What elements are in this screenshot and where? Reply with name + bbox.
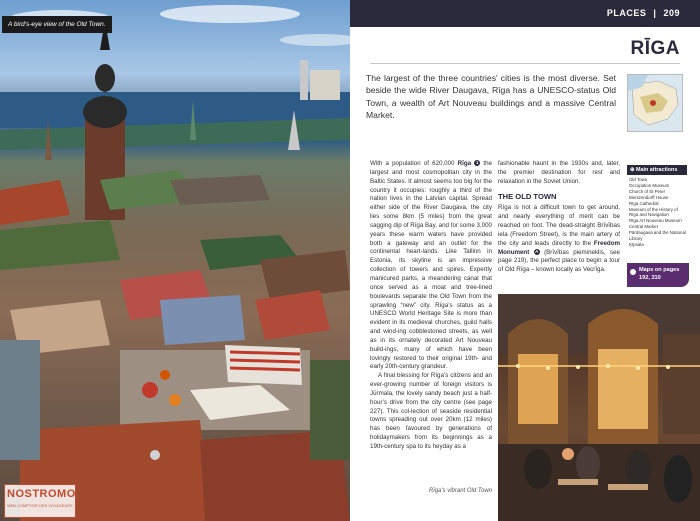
attractions-title: Main attractions bbox=[636, 167, 678, 173]
body-paragraph-1 bbox=[370, 160, 492, 372]
body-column-left bbox=[370, 160, 492, 452]
old-town-cafe-photo bbox=[498, 294, 700, 521]
attraction-item: Pārdaugava and the National Library bbox=[629, 230, 686, 242]
running-header bbox=[350, 0, 700, 27]
maps-pages: 192, 210 bbox=[639, 275, 661, 281]
p4-text-end: (Brīvības piemineklis, see page 219), the perfect place to begin a tour of Old Rīga – known locally as Vecrīga. bbox=[498, 248, 620, 274]
p4-text-start: Rīga is not a difficult town to get around, and nearly everything of merit can be reached on foot. The dead-straight Brīvības iela (Freedom Street), is the main artery of the city and leads directly to the bbox=[498, 204, 620, 247]
photo-caption: A bird's-eye view of the Old Town. bbox=[2, 16, 112, 33]
attraction-item: Church of St Peter bbox=[629, 188, 666, 194]
header-section: PLACES bbox=[606, 8, 647, 18]
body-column-right bbox=[498, 160, 620, 275]
attraction-item: Ķīpsala bbox=[629, 241, 644, 247]
maps-on-pages-tab bbox=[627, 263, 689, 287]
map-marker-a: A bbox=[535, 248, 539, 254]
place-freedom-monument: Freedom Monument bbox=[498, 239, 620, 256]
attraction-item: Mentzendorff House bbox=[629, 194, 669, 200]
map-marker-1: 1 bbox=[475, 160, 479, 166]
main-attractions-box bbox=[627, 165, 687, 248]
maps-label: Maps on pages bbox=[639, 267, 680, 273]
cafe-photo-caption: Rīga's vibrant Old Town bbox=[429, 488, 492, 494]
attraction-item: Rīga Art Nouveau Museum bbox=[629, 218, 682, 224]
p1-text-end: the largest and most cosmopolitan city in the Baltic States. It almost seems too big for the country it occupies: roughly a third of the nation lives in the Latvian capital. Spread either side of the River Daugava, the city lies some 8km (5 miles) from the great sagging dip of Rīga Bay, and for some 3,000 years these warm waters have provided both a gateway and an outlet for the continental heart-lands. Like Tallinn in Estonia, its skyline is an impressive collection of towers and spires. Expertly manicured parks, a meandering canal that once served as a moat and tree-lined boulevards separate the Old Town from the sprawling “new” city. Rīga’s status as a UNESCO World Heritage Site is more than evident in its medieval churches, guild halls and wind-ing cobblestoned streets, as well as in its ornately decorated Art Nouveau build-ings, many of which have been lovingly restored to their original 19th- and early 20th-century grandeur. bbox=[370, 160, 492, 371]
title-divider bbox=[370, 63, 680, 64]
p1-text-start: With a population of 620,000 bbox=[370, 160, 458, 167]
nostromo-logo bbox=[4, 484, 76, 518]
attractions-heading bbox=[627, 165, 687, 175]
body-paragraph-4 bbox=[498, 204, 620, 275]
body-paragraph-3: fashionable haunt in the 1930s and, later, the premier destination for rest and relaxation in the Soviet Union. bbox=[498, 160, 620, 185]
intro-paragraph: The largest of the three countries' cities is the most diverse. Set beside the wide River Daugava, Rīga has a UNESCO-status Old Town, a wealth of Art Nouveau buildings and a massive Central Market. bbox=[366, 73, 616, 121]
attraction-item: Rīga Cathedral bbox=[629, 200, 659, 206]
attractions-list bbox=[627, 175, 687, 248]
page-number: 209 bbox=[663, 8, 680, 18]
logo-name: NOSTROMO bbox=[7, 488, 76, 500]
section-heading-old-town: THE OLD TOWN bbox=[498, 191, 557, 201]
place-riga: Rīga bbox=[457, 160, 472, 167]
header-separator: | bbox=[653, 8, 657, 18]
attraction-item: Museum of the History of Rīga and Navigation bbox=[629, 206, 678, 218]
page-title: RĪGA bbox=[630, 38, 680, 59]
body-paragraph-2: A final blessing for Rīga’s citizens and an ever-growing number of foreign visitors is Jūrmala, the lovely sandy beach just a half-hour’s drive from the city centre (see page 227). This col-lection of seaside residential towns spreading out over 20km (12 miles) has been favoured by generations of holidaymakers from its beginnings as a 19th-century spa to its heyday as a bbox=[370, 372, 492, 450]
map-pin-icon bbox=[630, 269, 636, 275]
attraction-item: Old Town bbox=[629, 177, 648, 182]
logo-subtitle: WEB COMPTOIR DES VOYAGEURS bbox=[7, 504, 73, 508]
attraction-item: Occupation Museum bbox=[629, 182, 670, 188]
attraction-item: Central Market bbox=[629, 224, 658, 230]
locator-map bbox=[627, 74, 683, 132]
attractions-icon: ⊕ bbox=[630, 167, 637, 173]
header-text bbox=[607, 8, 680, 18]
